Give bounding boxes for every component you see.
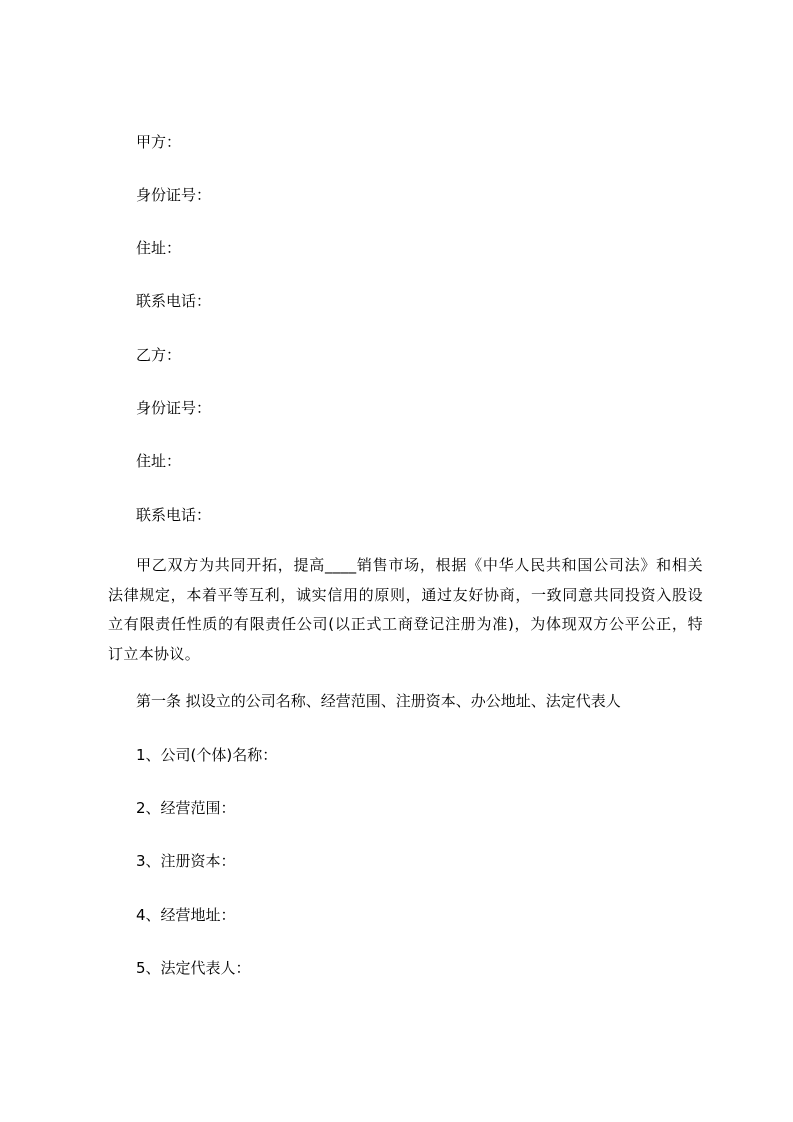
article-1-item-legal-representative: 5、法定代表人： — [136, 959, 251, 977]
article-1-item-registered-capital: 3、注册资本： — [136, 852, 236, 870]
party-a-label: 甲方： — [136, 133, 182, 151]
article-1-item-company-name: 1、公司(个体)名称： — [136, 746, 278, 764]
article-1-title: 第一条 拟设立的公司名称、经营范围、注册资本、办公地址、法定代表人 — [136, 692, 621, 710]
party-a-phone-label: 联系电话： — [136, 292, 212, 310]
party-a-address-label: 住址： — [136, 239, 182, 257]
party-b-phone-label: 联系电话： — [136, 506, 212, 524]
party-b-address-label: 住址： — [136, 452, 182, 470]
party-b-label: 乙方： — [136, 346, 182, 364]
article-1-item-business-address: 4、经营地址： — [136, 906, 236, 924]
party-a-id-label: 身份证号： — [136, 186, 212, 204]
party-b-id-label: 身份证号： — [136, 399, 212, 417]
preamble-paragraph: 甲乙双方为共同开拓，提高____销售市场，根据《中华人民共和国公司法》和相关法律规定，本着平等互利，诚实信用的原则，通过友好协商，一致同意共同投资入股设立有限责任性质的有限责任公司(以正式工商登记注册为准)，为体现双方公平公正，特订立本协议。 — [108, 556, 703, 663]
article-1-item-business-scope: 2、经营范围： — [136, 799, 236, 817]
